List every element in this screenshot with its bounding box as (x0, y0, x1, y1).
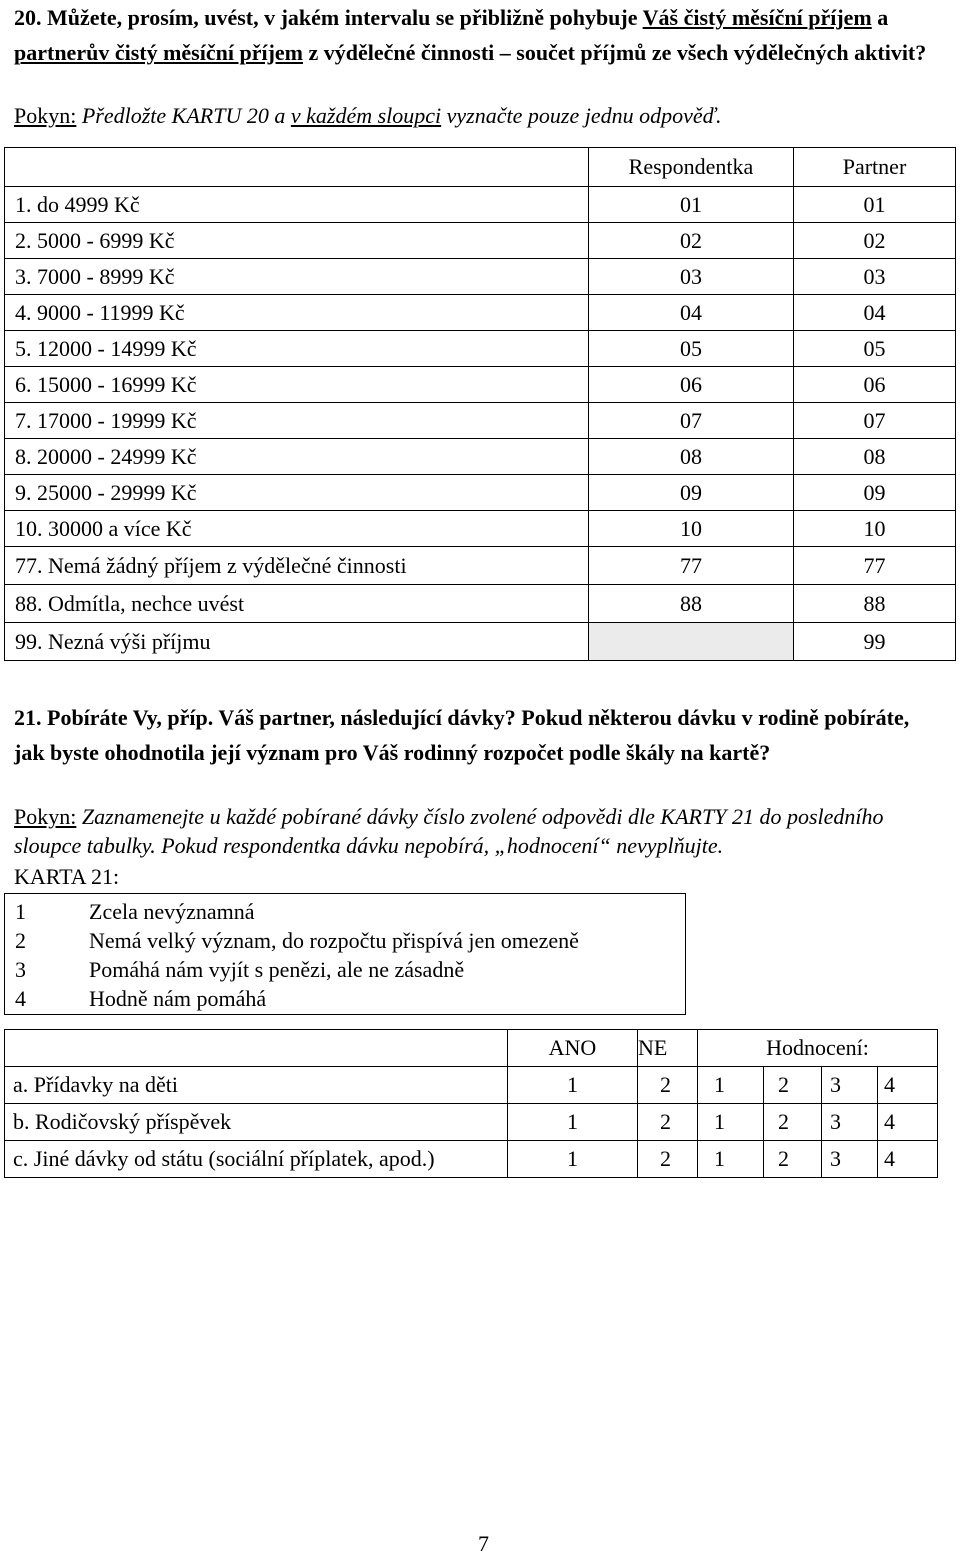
instruction-text-a: Předložte KARTU 20 a (76, 103, 291, 128)
ano-option[interactable]: 1 (508, 1141, 638, 1178)
question-20-partner-income: partnerův čistý měsíční příjem (14, 40, 303, 65)
ano-option[interactable]: 1 (508, 1067, 638, 1104)
partner-code[interactable]: 08 (794, 439, 956, 475)
income-table-header (5, 148, 956, 187)
income-range-label: 2. 5000 - 6999 Kč (5, 223, 589, 259)
respondentka-code[interactable]: 05 (589, 331, 794, 367)
header-empty (5, 148, 589, 187)
partner-code[interactable]: 01 (794, 187, 956, 223)
income-range-label: 10. 30000 a více Kč (5, 511, 589, 547)
karta-item-num: 4 (15, 986, 26, 1011)
question-20-mid: a (871, 5, 889, 30)
table-row (5, 585, 956, 623)
income-range-label: 6. 15000 - 16999 Kč (5, 367, 589, 403)
table-row (5, 259, 956, 295)
rating-option-3[interactable]: 3 (822, 1104, 878, 1141)
income-range-label: 77. Nemá žádný příjem z výdělečné činnosti (5, 547, 589, 585)
partner-code[interactable]: 09 (794, 475, 956, 511)
income-range-label: 9. 25000 - 29999 Kč (5, 475, 589, 511)
rating-option-3[interactable]: 3 (822, 1067, 878, 1104)
ne-option[interactable]: 2 (638, 1141, 698, 1178)
partner-code[interactable]: 10 (794, 511, 956, 547)
instruction-21-text: Zaznamenejte u každé pobírané dávky číslo zvolené odpovědi dle KARTY 21 do posledního sloupce tabulky. Pokud respondentka dávku nepobírá, „hodnocení“ nevyplňujte. (14, 804, 884, 858)
rating-option-1[interactable]: 1 (698, 1067, 764, 1104)
header-hodnoceni: Hodnocení: (698, 1030, 938, 1067)
income-range-label: 7. 17000 - 19999 Kč (5, 403, 589, 439)
benefits-table (4, 1029, 938, 1178)
table-row (5, 1104, 938, 1141)
partner-code[interactable]: 99 (794, 623, 956, 661)
rating-option-1[interactable]: 1 (698, 1141, 764, 1178)
partner-code[interactable]: 03 (794, 259, 956, 295)
rating-option-3[interactable]: 3 (822, 1141, 878, 1178)
table-row (5, 547, 956, 585)
question-20-lead: 20. Můžete, prosím, uvést, v jakém intervalu se přibližně pohybuje (14, 5, 643, 30)
income-range-label: 5. 12000 - 14999 Kč (5, 331, 589, 367)
instruction-underlined: v každém sloupci (290, 103, 442, 128)
karta-item-num: 2 (15, 928, 26, 953)
table-row (5, 367, 956, 403)
partner-code[interactable]: 88 (794, 585, 956, 623)
table-row (5, 403, 956, 439)
table-row (5, 331, 956, 367)
rating-option-1[interactable]: 1 (698, 1104, 764, 1141)
header-empty (5, 1030, 508, 1067)
question-20 (14, 0, 944, 70)
karta-item-text: Pomáhá nám vyjít s penězi, ale ne zásadně (89, 957, 465, 982)
question-21: 21. Pobíráte Vy, příp. Váš partner, následující dávky? Pokud některou dávku v rodině pobíráte, jak byste ohodnotila její význam pro Váš rodinný rozpočet podle škály na kartě? (14, 705, 910, 765)
respondentka-code[interactable]: 07 (589, 403, 794, 439)
benefit-label: c. Jiné dávky od státu (sociální příplatek, apod.) (5, 1141, 508, 1178)
table-row (5, 1067, 938, 1104)
partner-code[interactable]: 05 (794, 331, 956, 367)
question-21-instruction (14, 802, 949, 860)
karta-item-text: Zcela nevýznamná (89, 899, 255, 924)
respondentka-code[interactable]: 08 (589, 439, 794, 475)
instruction-21-label: Pokyn: (14, 804, 77, 829)
karta-21-label: KARTA 21: (14, 864, 120, 889)
benefits-table-header (5, 1030, 938, 1067)
benefit-label: b. Rodičovský příspěvek (5, 1104, 508, 1141)
partner-code[interactable]: 77 (794, 547, 956, 585)
table-row (5, 439, 956, 475)
rating-option-4[interactable]: 4 (878, 1104, 938, 1141)
karta-item-text: Hodně nám pomáhá (89, 986, 267, 1011)
header-respondentka: Respondentka (589, 148, 794, 187)
income-range-label: 8. 20000 - 24999 Kč (5, 439, 589, 475)
rating-option-2[interactable]: 2 (764, 1141, 822, 1178)
karta-item-text: Nemá velký význam, do rozpočtu přispívá jen omezeně (89, 928, 579, 953)
karta-item (15, 955, 464, 984)
partner-code[interactable]: 07 (794, 403, 956, 439)
partner-code[interactable]: 04 (794, 295, 956, 331)
table-row (5, 295, 956, 331)
header-ne: NE (638, 1030, 698, 1067)
respondentka-code[interactable]: 02 (589, 223, 794, 259)
income-range-label: 1. do 4999 Kč (5, 187, 589, 223)
respondentka-code[interactable]: 04 (589, 295, 794, 331)
karta-item (15, 926, 579, 955)
question-20-instruction (14, 101, 949, 130)
respondentka-code[interactable]: 88 (589, 585, 794, 623)
respondentka-code[interactable]: 03 (589, 259, 794, 295)
ne-option[interactable]: 2 (638, 1067, 698, 1104)
respondentka-code[interactable]: 01 (589, 187, 794, 223)
ano-option[interactable]: 1 (508, 1104, 638, 1141)
table-row (5, 511, 956, 547)
question-20-own-income: Váš čistý měsíční příjem (642, 5, 872, 30)
karta-21-box (4, 893, 686, 1015)
table-row (5, 187, 956, 223)
question-20-tail: z výdělečné činnosti – součet příjmů ze všech výdělečných aktivit? (303, 40, 927, 65)
instruction-text-b: vyznačte pouze jednu odpověď. (441, 103, 722, 128)
karta-item (15, 897, 255, 926)
table-row (5, 1141, 938, 1178)
ne-option[interactable]: 2 (638, 1104, 698, 1141)
rating-option-2[interactable]: 2 (764, 1067, 822, 1104)
partner-code[interactable]: 02 (794, 223, 956, 259)
table-row (5, 623, 956, 661)
karta-item (15, 984, 266, 1013)
respondentka-code[interactable]: 10 (589, 511, 794, 547)
partner-code[interactable]: 06 (794, 367, 956, 403)
respondentka-code[interactable]: 77 (589, 547, 794, 585)
income-range-label: 99. Nezná výši příjmu (5, 623, 589, 661)
table-row (5, 475, 956, 511)
instruction-label: Pokyn: (14, 103, 77, 128)
karta-item-num: 3 (15, 957, 26, 982)
rating-option-4[interactable]: 4 (878, 1067, 938, 1104)
page-number: 7 (478, 1531, 489, 1556)
income-range-label: 4. 9000 - 11999 Kč (5, 295, 589, 331)
respondentka-code[interactable]: 09 (589, 475, 794, 511)
income-table (4, 147, 956, 661)
respondentka-code[interactable]: 06 (589, 367, 794, 403)
respondentka-code (589, 623, 794, 661)
income-range-label: 88. Odmítla, nechce uvést (5, 585, 589, 623)
rating-option-4[interactable]: 4 (878, 1141, 938, 1178)
header-ano: ANO (508, 1030, 638, 1067)
header-partner: Partner (794, 148, 956, 187)
karta-item-num: 1 (15, 899, 26, 924)
rating-option-2[interactable]: 2 (764, 1104, 822, 1141)
income-range-label: 3. 7000 - 8999 Kč (5, 259, 589, 295)
benefit-label: a. Přídavky na děti (5, 1067, 508, 1104)
table-row (5, 223, 956, 259)
